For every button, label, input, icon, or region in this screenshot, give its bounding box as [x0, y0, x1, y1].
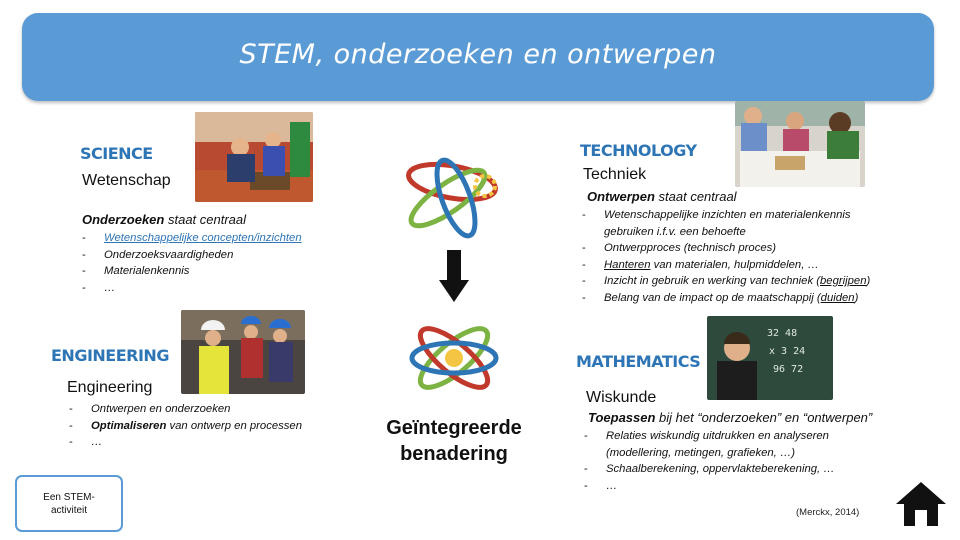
- technology-photo: [735, 101, 865, 187]
- science-lead: [82, 212, 246, 227]
- mathematics-heading: MATHEMATICS: [576, 352, 701, 371]
- list-item: - Materialenkennis: [82, 263, 362, 280]
- slide-title: STEM, onderzoeken en ontwerpen: [239, 39, 717, 70]
- atom-logo-icon: [390, 140, 510, 240]
- list-item: - Ontwerpproces (technisch proces): [582, 240, 942, 257]
- engineering-photo: [181, 310, 305, 394]
- arrow-down-icon: [439, 250, 469, 302]
- list-item: [582, 290, 942, 307]
- science-subtitle: Wetenschap: [82, 172, 171, 189]
- technology-item4-underlined: begrijpen: [820, 275, 867, 287]
- list-item: - …: [69, 434, 369, 451]
- science-link[interactable]: Wetenschappelijke concepten/inzichten: [104, 232, 302, 244]
- mathematics-item1-line2: (modellering, metingen, grafieken, …): [606, 446, 795, 459]
- center-label-line2: benadering: [400, 443, 508, 465]
- list-item: [584, 428, 924, 461]
- integrated-approach-label: [372, 415, 536, 467]
- list-item: [582, 207, 942, 240]
- list-item: [69, 418, 369, 435]
- engineering-item2-rest: van ontwerp en processen: [166, 419, 302, 432]
- list-item: - …: [584, 478, 924, 495]
- technology-lead-rest: staat centraal: [654, 189, 737, 204]
- engineering-subtitle: Engineering: [67, 379, 153, 396]
- list-item: - Onderzoeksvaardigheden: [82, 247, 362, 264]
- center-label-line1: Geïntegreerde: [386, 417, 522, 439]
- science-list: [82, 230, 362, 296]
- citation: (Merckx, 2014): [796, 507, 860, 518]
- technology-lead-bold: Ontwerpen: [587, 189, 655, 204]
- svg-text:x 3 24: x 3 24: [769, 346, 806, 357]
- stem-activity-label: Een STEM-activiteit: [43, 491, 95, 516]
- home-icon[interactable]: [894, 480, 948, 528]
- technology-item5-a: Belang van de impact op de maatschappij (: [604, 291, 821, 304]
- list-item: - …: [82, 280, 362, 297]
- technology-subtitle: Techniek: [583, 166, 647, 183]
- science-lead-rest: staat centraal: [164, 212, 247, 227]
- mathematics-list: [584, 428, 924, 494]
- engineering-heading: ENGINEERING: [51, 346, 169, 365]
- list-item: [582, 257, 942, 274]
- mathematics-subtitle: Wiskunde: [586, 389, 657, 406]
- technology-lead: [587, 189, 737, 204]
- technology-item4-b: ): [866, 275, 871, 287]
- atom-logo-icon: [407, 312, 501, 404]
- mathematics-photo: [707, 316, 833, 400]
- science-lead-bold: Onderzoeken: [82, 212, 165, 227]
- science-photo: [195, 112, 313, 202]
- title-bar: [22, 13, 934, 101]
- technology-item1-line2: gebruiken i.f.v. een behoefte: [604, 225, 746, 238]
- engineering-list: [69, 401, 369, 451]
- list-item[interactable]: [82, 230, 362, 247]
- list-item: - Ontwerpen en onderzoeken: [69, 401, 369, 418]
- technology-item4-a: Inzicht in gebruik en werking van techniek (: [604, 275, 821, 287]
- list-item: - Schaalberekening, oppervlakteberekening, …: [584, 461, 924, 478]
- stem-activity-button[interactable]: [15, 475, 123, 532]
- mathematics-lead: [588, 410, 872, 425]
- technology-heading: TECHNOLOGY: [580, 141, 697, 160]
- technology-item3-underlined: Hanteren: [604, 258, 651, 271]
- engineering-item2-bold: Optimaliseren: [91, 419, 167, 432]
- list-item: [582, 273, 942, 290]
- technology-item3-rest: van materialen, hulpmiddelen, …: [650, 258, 819, 271]
- technology-list: [582, 207, 942, 306]
- mathematics-lead-rest: bij het “onderzoeken” en “ontwerpen”: [655, 410, 873, 425]
- mathematics-item1-line1: Relaties wiskundig uitdrukken en analyseren: [606, 430, 829, 442]
- mathematics-lead-bold: Toepassen: [588, 410, 656, 425]
- svg-text:96 72: 96 72: [773, 364, 804, 375]
- svg-text:32 48: 32 48: [767, 328, 798, 339]
- technology-item5-b: ): [854, 291, 859, 304]
- technology-item1-line1: Wetenschappelijke inzichten en materialenkennis: [604, 209, 851, 221]
- technology-item5-underlined: duiden: [820, 291, 855, 304]
- science-heading: SCIENCE: [80, 144, 153, 163]
